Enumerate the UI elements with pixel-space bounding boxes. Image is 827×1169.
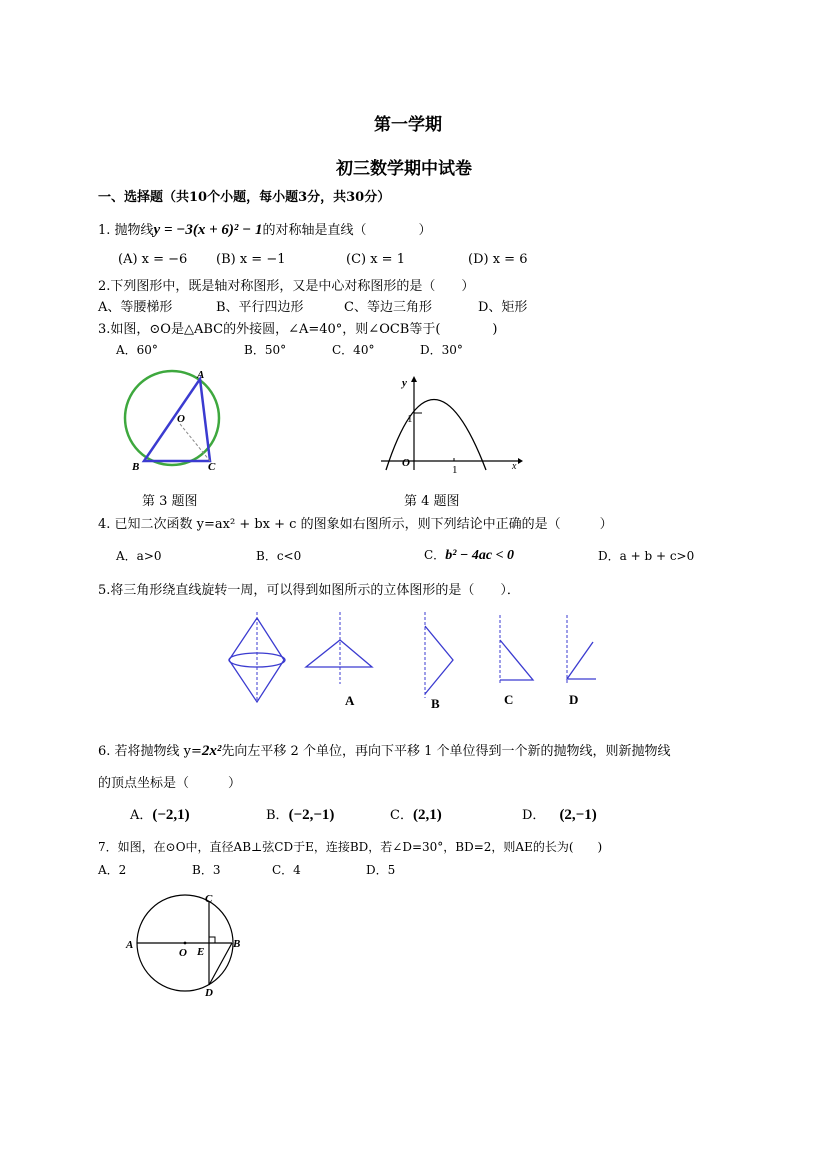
q7-option-d: D．5 (366, 863, 396, 877)
q4-option-c-label: C． (424, 548, 446, 562)
page-title: 初三数学期中试卷 (336, 159, 472, 179)
q6-prefix: 6. 若将抛物线 y= (98, 744, 202, 759)
label-c: C (205, 893, 213, 905)
q5-label-a: A (345, 693, 355, 708)
figure-3-caption: 第 3 题图 (142, 494, 198, 509)
q1-option-a: (A) x = −6 (118, 252, 188, 267)
term-title: 第一学期 (374, 115, 442, 135)
q2-option-b: B、平行四边形 (216, 300, 304, 315)
q6-formula: 2x² (201, 743, 222, 759)
label-tick-x: 1 (452, 464, 458, 476)
label-e: E (197, 946, 205, 958)
q6-option-d-label: D． (522, 808, 546, 823)
q6-option-c-label: C． (390, 808, 413, 823)
q6-option-a-label: A． (130, 808, 153, 823)
q1-option-b: (B) x = −1 (216, 252, 286, 267)
figure-4-parabola (378, 374, 523, 474)
q6-line2: 的顶点坐标是（ ） (98, 776, 242, 791)
question-6 (98, 740, 670, 760)
option-b-triangle (425, 626, 453, 694)
q6-option-b-value: (−2,−1) (288, 807, 335, 823)
label-origin: O (402, 457, 410, 469)
q1-formula: y = −3(x + 6)² − 1 (153, 222, 263, 238)
q3-option-c: C．40° (332, 343, 375, 357)
label-a: A (126, 939, 134, 951)
q6-suffix: 先向左平移 2 个单位，再向下平移 1 个单位得到一个新的抛物线，则新抛物线 (221, 744, 671, 759)
q2-option-a: A、等腰梯形 (98, 300, 173, 315)
q6-option-a (130, 804, 190, 824)
label-c: C (208, 461, 216, 473)
q1-suffix: 的对称轴是直线（ ） (262, 223, 432, 238)
q7-option-c: C．4 (272, 863, 301, 877)
label-o: O (177, 413, 185, 425)
q3-option-d: D．30° (420, 343, 463, 357)
question-4: 4. 已知二次函数 y=ax² + bx + c 的图象如右图所示，则下列结论中正确的是（ ） (98, 517, 613, 532)
q5-label-b: B (431, 696, 440, 711)
parabola-curve (386, 400, 486, 471)
figure-3-circle (120, 366, 230, 476)
option-c-triangle (500, 640, 533, 680)
section-heading: 一、选择题（共10个小题，每小题3分，共30分） (98, 190, 391, 205)
q5-label-c: C (504, 692, 514, 707)
q4-option-a: A．a>0 (116, 549, 162, 563)
q6-option-a-value: (−2,1) (152, 807, 190, 823)
q1-prefix: 1. 抛物线 (98, 223, 154, 238)
label-b: B (132, 461, 140, 473)
q5-label-d: D (569, 692, 579, 707)
option-d-triangle (567, 642, 596, 679)
figure-7-circle (124, 888, 254, 1000)
label-a: A (197, 369, 205, 381)
label-b: B (233, 938, 241, 950)
q7-option-b: B．3 (192, 863, 221, 877)
option-a-triangle (306, 640, 372, 667)
label-y: y (402, 377, 407, 389)
q2-option-d: D、矩形 (478, 300, 528, 315)
question-5: 5.将三角形绕直线旋转一周，可以得到如图所示的立体图形的是（ ）． (98, 583, 520, 598)
label-o: O (179, 947, 187, 959)
question-7: 7．如图，在⊙O中，直径AB⊥弦CD于E，连接BD，若∠D=30°，BD=2，则AE的长为( ) (98, 840, 603, 854)
q2-option-c: C、等边三角形 (344, 300, 432, 315)
q6-option-d (522, 804, 597, 824)
question-1 (98, 219, 431, 239)
q6-option-c-value: (2,1) (412, 807, 442, 823)
q4-option-b: B．c<0 (256, 549, 302, 563)
q4-option-c-formula: b² − 4ac < 0 (445, 548, 515, 563)
q4-option-c (424, 546, 514, 564)
center-point (184, 942, 187, 945)
label-d: D (205, 987, 213, 999)
label-x: x (512, 461, 517, 472)
y-axis-arrow (411, 376, 417, 382)
q3-option-b: B．50° (244, 343, 287, 357)
q4-option-d: D．a + b + c>0 (598, 549, 695, 563)
q3-option-a: A．60° (116, 343, 158, 357)
q1-option-d: (D) x = 6 (468, 252, 528, 267)
question-3: 3.如图，⊙O是△ABC的外接圆，∠A=40°，则∠OCB等于( ) (98, 322, 498, 337)
q7-option-a: A．2 (98, 863, 127, 877)
q1-option-c: (C) x = 1 (346, 252, 405, 267)
label-tick-y: 1 (407, 413, 413, 425)
q6-option-b (266, 804, 334, 824)
x-axis-arrow (518, 458, 523, 464)
figure-5-shapes (220, 612, 610, 712)
right-angle-mark (209, 937, 215, 943)
q6-option-c (390, 804, 442, 824)
q6-option-d-value: (2,−1) (559, 807, 597, 823)
q6-option-b-label: B． (266, 808, 289, 823)
question-2: 2.下列图形中，既是轴对称图形，又是中心对称图形的是（ ） (98, 279, 475, 294)
figure-4-caption: 第 4 题图 (404, 494, 460, 509)
